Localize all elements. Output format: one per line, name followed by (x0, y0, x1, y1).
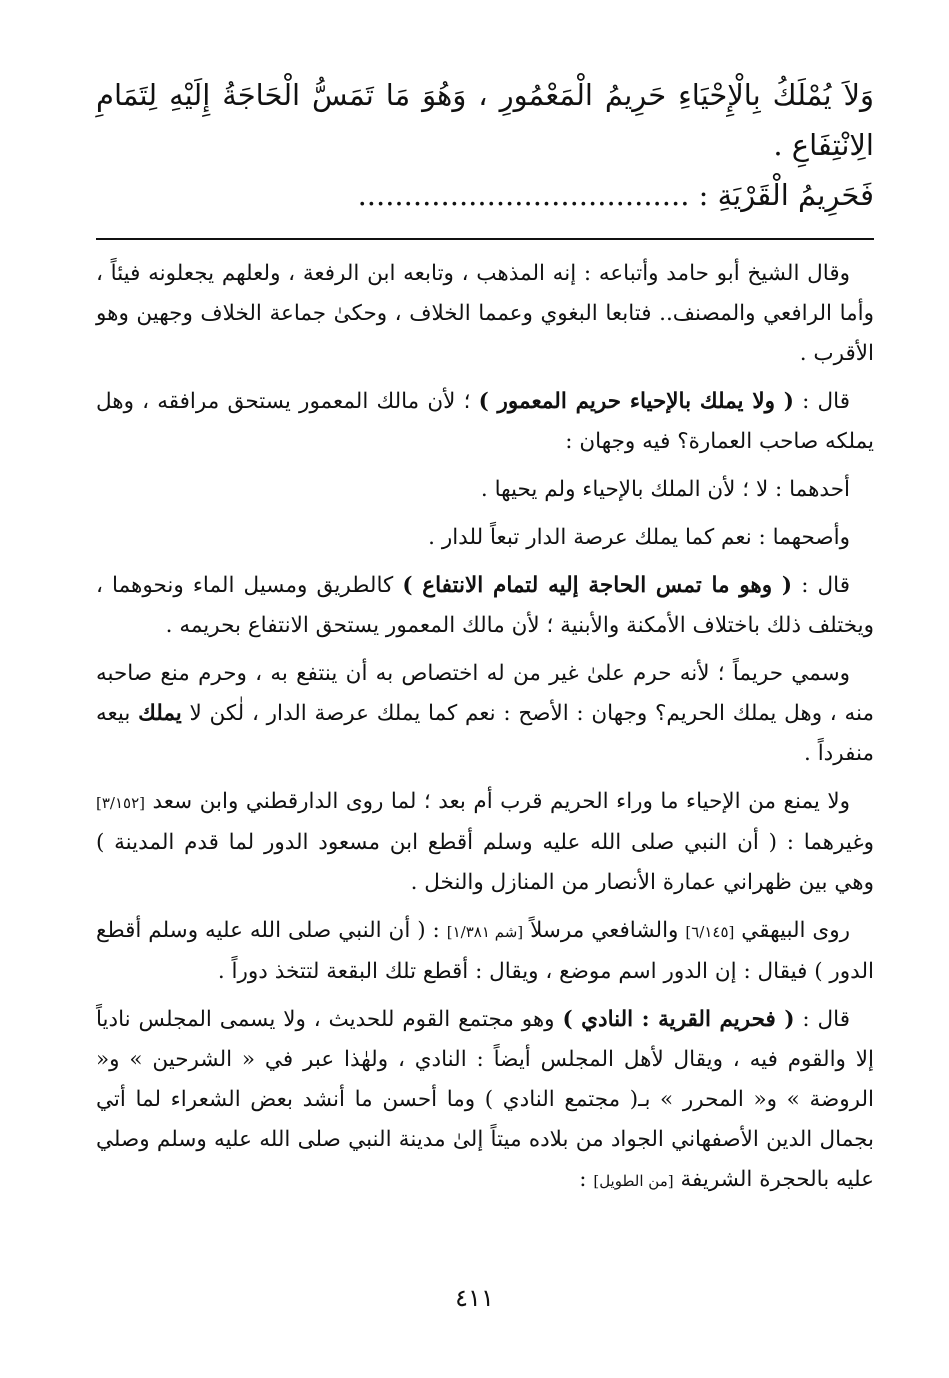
paragraph-6: وسمي حريماً ؛ لأنه حرم علىٰ غير من له اختصاص به أن ينتفع به ، وحرم منع صاحبه منه ، وهل يملك الحريم؟ وجهان : الأصح : نعم كما يملك عرصة الدار ، لٰكن لا يملك بيعه منفرداً . (96, 661, 874, 766)
matn-line-1: وَلاَ يُمْلَكُ بِالْإِحْيَاءِ حَرِيمُ الْمَعْمُورِ ، وَهُوَ مَا تَمَسُّ الْحَاجَةُ إِلَيْهِ لِتَمَامِ الِانْتِفَاعِ . (96, 78, 874, 162)
paragraph-3: أحدهما : لا ؛ لأن الملك بالإحياء ولم يحيها . (480, 477, 850, 502)
paragraph-1: وقال الشيخ أبو حامد وأتباعه : إنه المذهب ، وتابعه ابن الرفعة ، ولعلهم يجعلونه فيئاً ، وأما الرافعي والمصنف.. فتابعا البغوي وعمما الخلاف ، وحكىٰ جماعة الخلاف وجهين وهو الأقرب . (96, 261, 874, 366)
page-body (96, 70, 874, 1209)
separator-rule (96, 238, 874, 240)
quoted-matn: ( وهو ما تمس الحاجة إليه لتمام الانتفاع ) (402, 573, 793, 598)
reference-citation: [شم ١/٣٨١] (446, 923, 524, 941)
matn-line-2: فَحَرِيمُ الْقَرْيَةِ : .................................... (357, 178, 874, 212)
page-number: ٤١١ (455, 1284, 494, 1312)
matn-dots: .................................... (357, 178, 690, 212)
paragraph-2: قال : ( ولا يملك بالإحياء حريم المعمور ) ؛ لأن مالك المعمور يستحق مرافقه ، وهل يملكه صاحب العمارة؟ فيه وجهان : (96, 389, 874, 454)
meter-label: [من الطويل] (593, 1172, 674, 1190)
quoted-matn: ( فحريم القرية : النادي ) (562, 1007, 795, 1032)
reference-citation: [٦/١٤٥] (685, 923, 735, 941)
paragraph-5: قال : ( وهو ما تمس الحاجة إليه لتمام الانتفاع ) كالطريق ومسيل الماء ونحوهما ، ويختلف ذلك باختلاف الأمكنة والأبنية ؛ لأن مالك المعمور يستحق الانتفاع بحريمه . (96, 573, 874, 638)
paragraph-7: ولا يمنع من الإحياء ما وراء الحريم قرب أم بعد ؛ لما روى الدارقطني وابن سعد [٣/١٥٢] وغيرهما : ( أن النبي صلى الله عليه وسلم أقطع ابن مسعود الدور لما قدم المدينة ) وهي بين ظهراني عمارة الأنصار من المنازل والنخل . (96, 789, 874, 895)
paragraph-4: وأصحهما : نعم كما يملك عرصة الدار تبعاً للدار . (428, 525, 850, 550)
reference-citation: [٣/١٥٢] (96, 794, 145, 812)
quoted-matn: يملك (138, 701, 182, 726)
matn-text (96, 70, 874, 220)
commentary (96, 254, 874, 1201)
quoted-matn: ( ولا يملك بالإحياء حريم المعمور ) (478, 389, 794, 414)
paragraph-9: قال : ( فحريم القرية : النادي ) وهو مجتمع القوم للحديث ، ولا يسمى المجلس نادياً إلا والقوم فيه ، ويقال لأهل المجلس أيضاً : النادي ، ولهٰذا عبر في « الشرحين » و« الروضة » و« المحرر » بـ( مجتمع النادي ) وما أحسن ما أنشد بعض الشعراء لما أتي بجمال الدين الأصفهاني الجواد من بلاده ميتاً إلىٰ مدينة النبي صلى الله عليه وسلم وصلي عليه بالحجرة الشريفة [من الطويل] : (96, 1007, 874, 1192)
paragraph-8: روى البيهقي [٦/١٤٥] والشافعي مرسلاً [شم ١/٣٨١] : ( أن النبي صلى الله عليه وسلم أقطع الدور ) فيقال : إن الدور اسم موضع ، ويقال : أقطع تلك البقعة لتتخذ دوراً . (96, 918, 874, 984)
